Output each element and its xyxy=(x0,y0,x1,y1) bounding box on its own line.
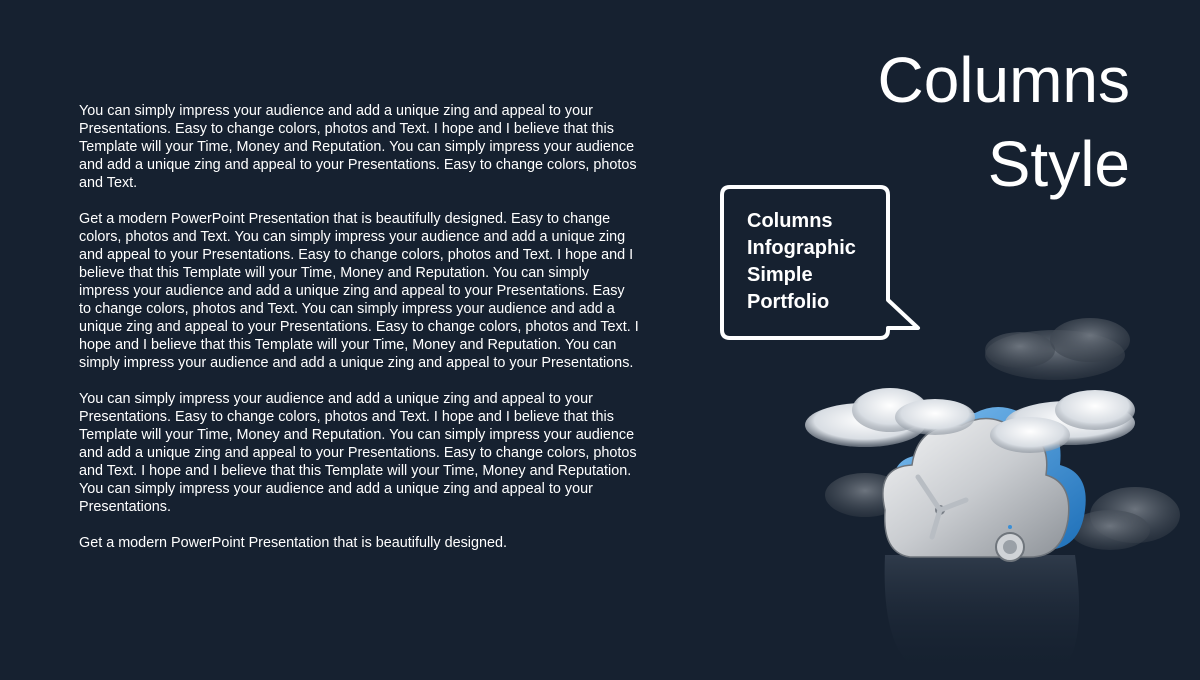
body-text xyxy=(79,102,639,570)
paragraph: Get a modern PowerPoint Presentation that is beautifully designed. Easy to change colors, photos and Text. You can simply impress your audience and add a unique zing and appeal to your Presentations. Easy to change colors, photos and Text. I hope and I believe that this Template will your Time, Money and Reputation. You can simply impress your audience and add a unique zing and appeal to your Presentations. Easy to change colors, photos and Text. You can simply impress your audience and add a unique zing and appeal to your Presentations. Easy to change colors, photos and Text. I hope and I believe that this Template will your Time, Money and Reputation. You can simply impress your audience and add a unique zing and appeal to your Presentations. xyxy=(79,211,639,371)
paragraph: You can simply impress your audience and add a unique zing and appeal to your Presentations. Easy to change colors, photos and Text. I hope and I believe that this Template will your Time, Money and Reputation. You can simply impress your audience and add a unique zing and appeal to your Presentations. Easy to change colors, photos and Text. xyxy=(79,103,637,191)
title-line-1: Columns xyxy=(877,44,1130,116)
callout-text xyxy=(747,208,856,316)
callout-line: Simple xyxy=(747,264,813,286)
cloud-safe-icon xyxy=(790,305,1200,675)
cloud-safe-illustration xyxy=(790,305,1200,675)
callout-line: Infographic xyxy=(747,237,856,259)
paragraph: You can simply impress your audience and add a unique zing and appeal to your Presentations. Easy to change colors, photos and Text. I hope and I believe that this Template will your Time, Money and Reputation. You can simply impress your audience and add a unique zing and appeal to your Presentations. Easy to change colors, photos and Text. I hope and I believe that this Template will your Time, Money and Reputation. You can simply impress your audience and add a unique zing and appeal to your Presentations. xyxy=(79,391,637,515)
slide-title xyxy=(877,38,1130,206)
title-line-2: Style xyxy=(987,128,1130,200)
callout-line: Portfolio xyxy=(747,291,830,313)
callout-line: Columns xyxy=(747,210,833,232)
paragraph: Get a modern PowerPoint Presentation that is beautifully designed. xyxy=(79,535,507,551)
